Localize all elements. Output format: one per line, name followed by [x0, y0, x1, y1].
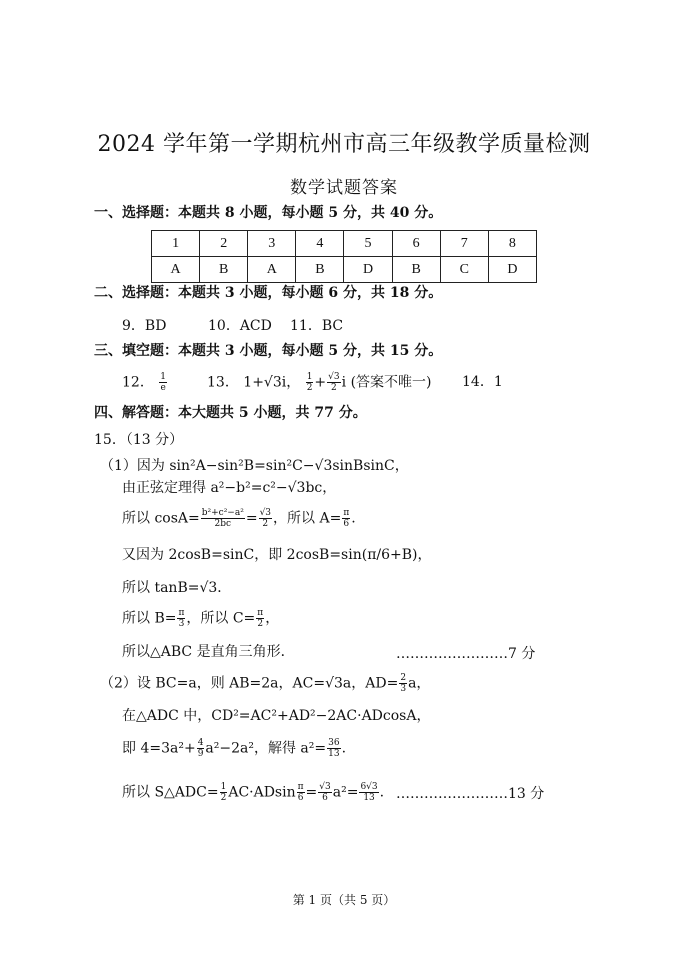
answer-q10: 10．ACD: [208, 318, 272, 334]
section-heading-solution: 四、解答题：本大题共 5 小题，共 77 分。: [94, 405, 367, 421]
table-cell: 4: [296, 231, 344, 257]
answer-table: [151, 230, 537, 283]
fraction-pi-over-6-b: $\frac{\pi}{6}$: [297, 782, 304, 803]
q15-header: 15．（13 分）: [94, 432, 184, 448]
table-cell: C: [440, 257, 488, 283]
page-subtitle: 数学试题答案: [290, 178, 398, 198]
table-cell: 6: [392, 231, 440, 257]
table-cell: 3: [248, 231, 296, 257]
text-B: 所以 B=: [122, 610, 177, 627]
table-cell: 2: [200, 231, 248, 257]
fraction-root3-over-6: $\frac{√3}{6}$: [319, 782, 331, 803]
fraction-root3-over-2: $\frac{√3}{2}$: [259, 508, 272, 529]
table-cell: A: [248, 257, 296, 283]
q13-fraction-imag: $\frac{√3}{2}$: [328, 372, 340, 393]
answer-q14: 14．1: [462, 374, 503, 390]
q12-fraction: $\frac{1}{e}$: [160, 372, 167, 393]
table-cell: B: [296, 257, 344, 283]
fraction-pi-over-6: $\frac{\pi}{6}$: [343, 508, 350, 529]
text-C: ，所以 C=: [186, 610, 256, 627]
q15-p2-line1: （2）设 BC=a，则 AB=2a，AC=√3a，AD= $\frac{2}{3}$ a，: [100, 673, 431, 694]
score-part2: ……………………13 分: [396, 786, 545, 802]
q15-p1-line4: 又因为 2cosB=sinC，即 2cosB=sin(π/6+B)，: [122, 547, 432, 563]
text-A: ，所以 A=: [273, 510, 342, 527]
table-cell: 1: [152, 231, 200, 257]
fraction-6root3-over-13: $\frac{6√3}{13}$: [360, 782, 378, 803]
table-cell: 7: [440, 231, 488, 257]
table-row-answers: [152, 257, 537, 283]
fraction-4-over-9: $\frac{4}{9}$: [197, 738, 204, 759]
score-part1: ……………………7 分: [396, 646, 536, 662]
table-cell: D: [344, 257, 392, 283]
fraction-36-over-13: $\frac{36}{13}$: [328, 738, 340, 759]
q13-fraction-real: $\frac{1}{2}$: [306, 372, 313, 393]
q12-label: 12．: [122, 374, 154, 391]
fraction-pi-over-2: $\frac{\pi}{2}$: [257, 608, 264, 629]
answer-q11: 11．BC: [290, 318, 344, 334]
page-footer: 第 1 页（共 5 页）: [292, 893, 396, 907]
table-cell: 8: [488, 231, 536, 257]
section-heading-multi: 二、选择题：本题共 3 小题，每小题 6 分，共 18 分。: [94, 285, 443, 301]
table-row-numbers: [152, 231, 537, 257]
table-cell: D: [488, 257, 536, 283]
answer-q12: [122, 372, 168, 393]
q15-p2-line2: 在△ADC 中，CD²=AC²+AD²−2AC·ADcosA，: [122, 708, 431, 724]
q13-note: (答案不唯一): [350, 374, 432, 391]
q15-p1-line6: 所以 B= $\frac{\pi}{3}$ ，所以 C= $\frac{\pi}{2}$ ，: [122, 608, 280, 629]
text-eq-start: 即 4=3a²+: [122, 740, 196, 757]
section-heading-fill: 三、填空题：本题共 3 小题，每小题 5 分，共 15 分。: [94, 343, 443, 359]
table-cell: A: [152, 257, 200, 283]
answer-q9: 9．BD: [122, 318, 167, 334]
text-setup: （2）设 BC=a，则 AB=2a，AC=√3a，AD=: [100, 675, 399, 692]
q15-p2-line4: 所以 S△ADC= $\frac{1}{2}$ AC·ADsin $\frac{\pi}{6}$ = $\frac{√3}{6}$ a²= $\frac{6√3}{13}$ .: [122, 782, 385, 803]
fraction-1-over-2: $\frac{1}{2}$: [220, 782, 227, 803]
page-title: 2024 学年第一学期杭州市高三年级教学质量检测: [97, 132, 591, 157]
q15-p1-line1: （1）因为 sin²A−sin²B=sin²C−√3sinBsinC，: [100, 458, 409, 474]
section-heading-choice: 一、选择题：本题共 8 小题，每小题 5 分，共 40 分。: [94, 205, 443, 221]
text-area: 所以 S△ADC=: [122, 784, 219, 801]
answer-q13: 13． 1+√3i， $\frac{1}{2}$ + $\frac{√3}{2}$ i (答案不唯一): [207, 372, 432, 393]
q15-p1-line2: 由正弦定理得 a²−b²=c²−√3bc，: [122, 480, 337, 496]
q13-label: 13．: [207, 374, 239, 391]
table-cell: B: [392, 257, 440, 283]
fraction-law-of-cosines: $\frac{\text{b²+c²−a²}}{2bc}$: [201, 508, 244, 529]
text-eq-end: a²−2a²，解得 a²=: [205, 740, 327, 757]
q13-answer-a: 1+√3i，: [243, 374, 301, 391]
table-cell: B: [200, 257, 248, 283]
text-cosA: 所以 cosA=: [122, 510, 200, 527]
q15-p1-line3: 所以 cosA= $\frac{\text{b²+c²−a²}}{2bc}$ = $\frac{√3}{2}$ ，所以 A= $\frac{\pi}{6}$ .: [122, 508, 356, 529]
q15-p1-line7: 所以△ABC 是直角三角形．: [122, 644, 295, 660]
q15-p1-line5: 所以 tanB=√3．: [122, 580, 232, 596]
fraction-pi-over-3: $\frac{\pi}{3}$: [178, 608, 185, 629]
table-cell: 5: [344, 231, 392, 257]
fraction-2-over-3: $\frac{2}{3}$: [400, 673, 407, 694]
q15-p2-line3: 即 4=3a²+ $\frac{4}{9}$ a²−2a²，解得 a²= $\frac{36}{13}$ .: [122, 738, 347, 759]
